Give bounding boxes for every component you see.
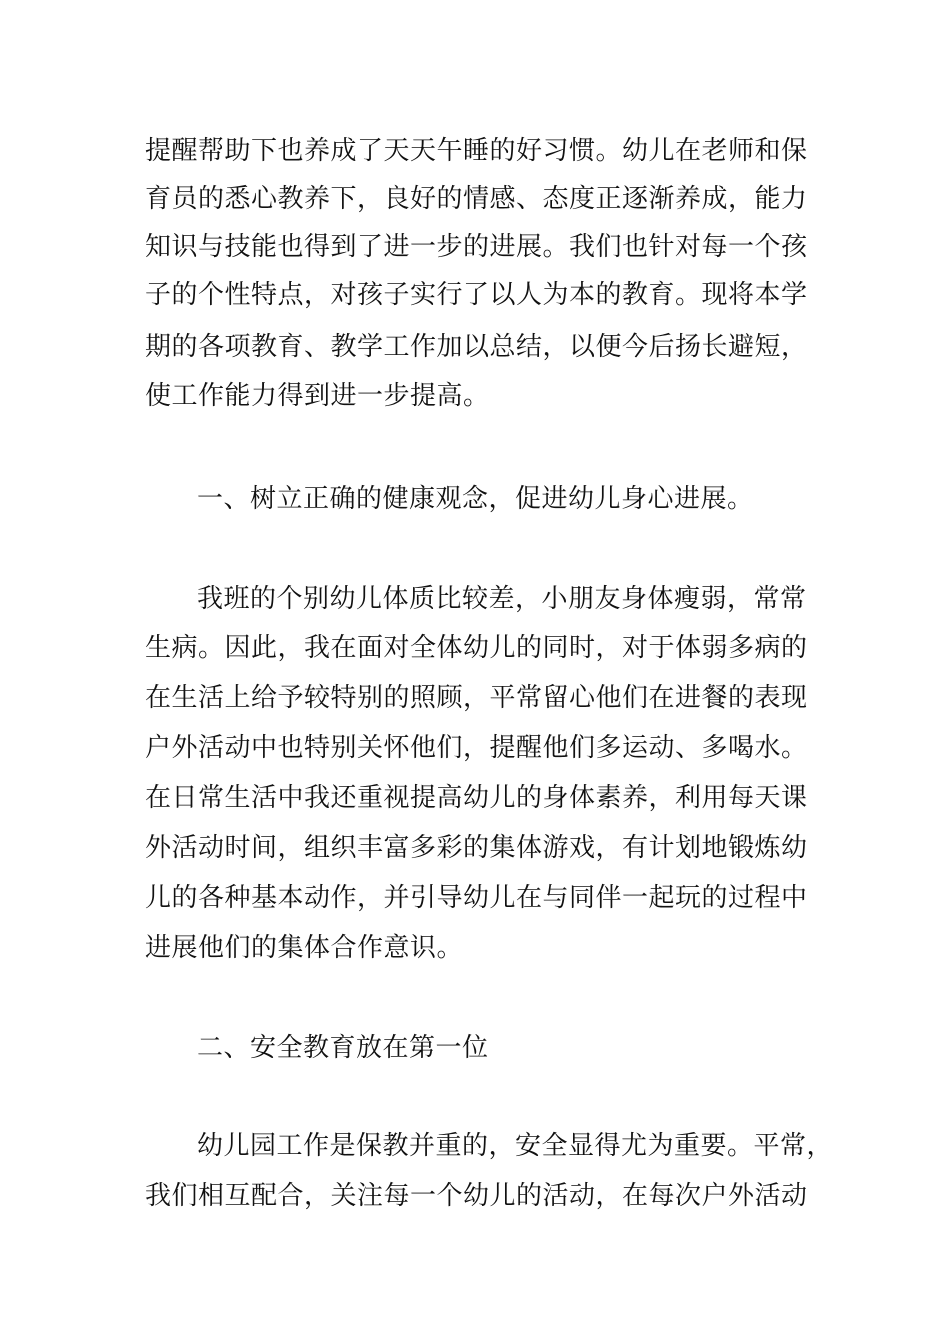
paragraph-line: 在生活上给予较特别的照顾，平常留心他们在进餐的表现 (145, 683, 808, 713)
paragraph-line: 我班的个别幼儿体质比较差，小朋友身体瘦弱，常常 (197, 584, 807, 614)
paragraph-line: 儿的各种基本动作，并引导幼儿在与同伴一起玩的过程中 (145, 883, 808, 913)
paragraph-line: 知识与技能也得到了进一步的进展。我们也针对每一个孩 (145, 232, 808, 262)
section-heading-1: 一、树立正确的健康观念，促进幼儿身心进展。 (197, 484, 754, 514)
paragraph-line: 子的个性特点，对孩子实行了以人为本的教育。现将本学 (145, 280, 808, 310)
paragraph-line: 外活动时间，组织丰富多彩的集体游戏，有计划地锻炼幼 (145, 833, 808, 863)
paragraph-line: 育员的悉心教养下，良好的情感、态度正逐渐养成，能力 (145, 184, 808, 214)
paragraph-line: 幼儿园工作是保教并重的，安全显得尤为重要。平常， (197, 1131, 834, 1161)
paragraph-line: 户外活动中也特别关怀他们，提醒他们多运动、多喝水。 (145, 733, 808, 763)
paragraph-line: 我们相互配合，关注每一个幼儿的活动，在每次户外活动 (145, 1181, 808, 1211)
paragraph-line: 期的各项教育、教学工作加以总结，以便今后扬长避短， (145, 332, 808, 362)
paragraph-line: 提醒帮助下也养成了天天午睡的好习惯。幼儿在老师和保 (145, 136, 808, 166)
paragraph-line: 进展他们的集体合作意识。 (145, 933, 464, 963)
section-heading-2: 二、安全教育放在第一位 (197, 1033, 489, 1063)
paragraph-line: 使工作能力得到进一步提高。 (145, 381, 490, 411)
paragraph-line: 在日常生活中我还重视提高幼儿的身体素养，利用每天课 (145, 783, 808, 813)
paragraph-line: 生病。因此，我在面对全体幼儿的同时，对于体弱多病的 (145, 633, 808, 663)
